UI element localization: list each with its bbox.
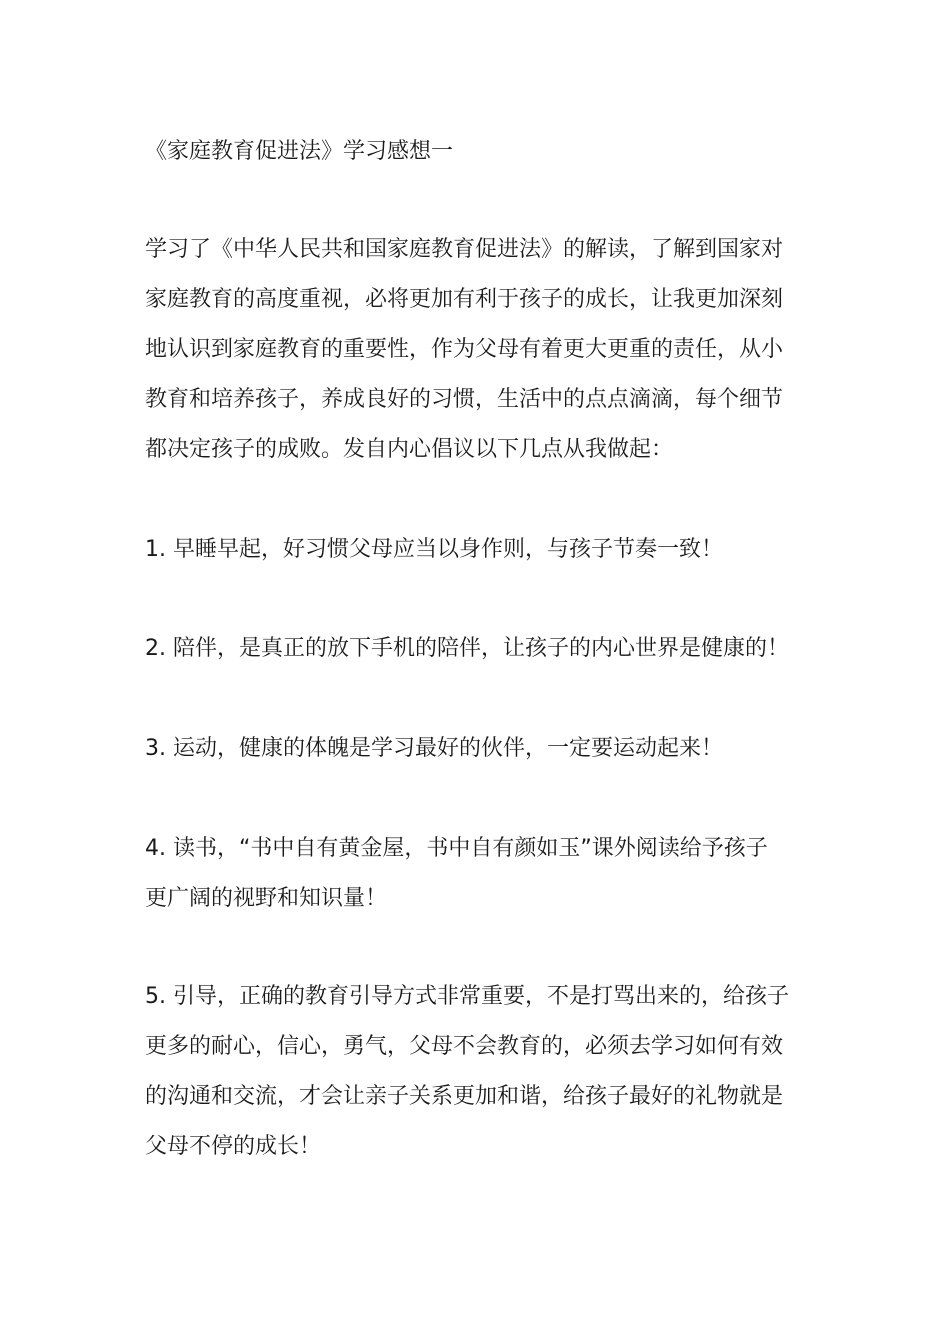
intro-paragraph: 学习了《中华人民共和国家庭教育促进法》的解读，了解到国家对 家庭教育的高度重视，必将更加有利于孩子的成长，让我更加深刻 地认识到家庭教育的重要性，作为父母有着更大更重的责任，从小 教育和培养孩子，养成良好的习惯，生活中的点点滴滴，每个细节 都决定孩子的成败。发自内心倡议以下几点从我做起： (145, 237, 784, 462)
list-item: 3. 运动，健康的体魄是学习最好的伙伴，一定要运动起来！ (145, 736, 723, 761)
document-title: 《家庭教育促进法》学习感想一 (145, 139, 454, 164)
list-item: 4. 读书，“书中自有黄金屋，书中自有颜如玉”课外阅读给予孩子 更广阔的视野和知识量！ (145, 836, 768, 911)
list-item: 5. 引导，正确的教育引导方式非常重要，不是打骂出来的，给孩子 更多的耐心，信心，勇气，父母不会教育的，必须去学习如何有效 的沟通和交流，才会让亲子关系更加和谐，给孩子最好的礼物就是 父母不停的成长！ (145, 984, 789, 1159)
list-item: 1. 早睡早起，好习惯父母应当以身作则，与孩子节奏一致！ (145, 537, 723, 562)
list-item: 2. 陪伴，是真正的放下手机的陪伴，让孩子的内心世界是健康的！ (145, 636, 789, 661)
